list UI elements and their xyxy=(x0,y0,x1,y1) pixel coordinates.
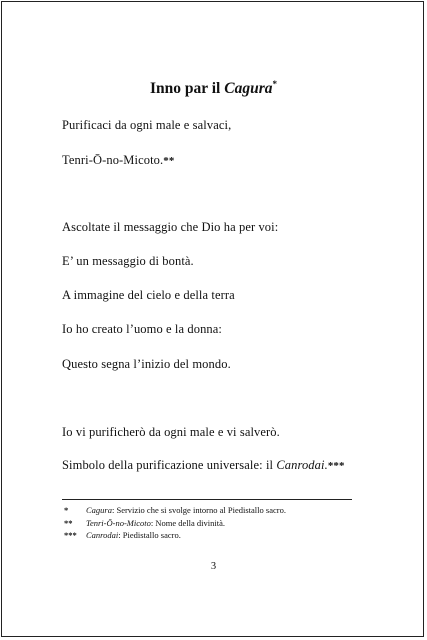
title-footnote-mark: * xyxy=(272,79,277,89)
footnote-term: Tenri-Ō-no-Micoto xyxy=(86,518,151,528)
footnote-2 xyxy=(64,518,225,529)
footnote-text: : Servizio che si svolge intorno al Piedistallo sacro. xyxy=(111,505,286,515)
verse-line-6 xyxy=(62,321,222,337)
footnote-divider xyxy=(62,499,352,500)
title-term: Cagura xyxy=(224,80,273,97)
footnote-term: Cagura xyxy=(86,505,112,515)
verse-line-9 xyxy=(62,457,345,474)
verse-line-1 xyxy=(62,117,231,133)
title-prefix: Inno par il xyxy=(150,80,225,97)
verse-line-4 xyxy=(62,253,194,269)
footnote-1 xyxy=(64,505,286,516)
footnote-3 xyxy=(64,530,181,541)
verse-term: Canrodai. xyxy=(276,458,328,472)
verse-line-8 xyxy=(62,424,280,440)
footnote-mark: * xyxy=(64,505,69,515)
footnote-mark: *** xyxy=(64,530,77,540)
verse-line-3 xyxy=(62,219,278,235)
verse-text: Tenri-Ō-no-Micoto. xyxy=(62,153,164,167)
footnote-text: : Nome della divinità. xyxy=(150,518,225,528)
verse-line-2 xyxy=(62,152,174,169)
verse-text: Io ho creato l’uomo e la donna: xyxy=(62,322,222,336)
verse-text: Ascoltate il messaggio che Dio ha per voi: xyxy=(62,220,279,234)
verse-text: Questo segna l’inizio del mondo. xyxy=(62,357,231,371)
verse-text: Simbolo della purificazione universale: il xyxy=(62,458,277,472)
verse-text: A immagine del cielo e della terra xyxy=(62,288,235,302)
verse-footnote-mark: *** xyxy=(327,460,345,472)
verse-footnote-mark: ** xyxy=(163,155,175,167)
footnote-term: Canrodai xyxy=(86,530,119,540)
verse-text: E’ un messaggio di bontà. xyxy=(62,254,194,268)
verse-text: Io vi purificherò da ogni male e vi salverò. xyxy=(62,425,280,439)
page-title xyxy=(0,80,427,98)
footnote-text: : Piedistallo sacro. xyxy=(118,530,181,540)
footnote-mark: ** xyxy=(64,518,73,528)
verse-line-7 xyxy=(62,356,231,372)
verse-text: Purificaci da ogni male e salvaci, xyxy=(62,118,232,132)
page-number: 3 xyxy=(210,561,217,572)
verse-line-5 xyxy=(62,287,235,303)
